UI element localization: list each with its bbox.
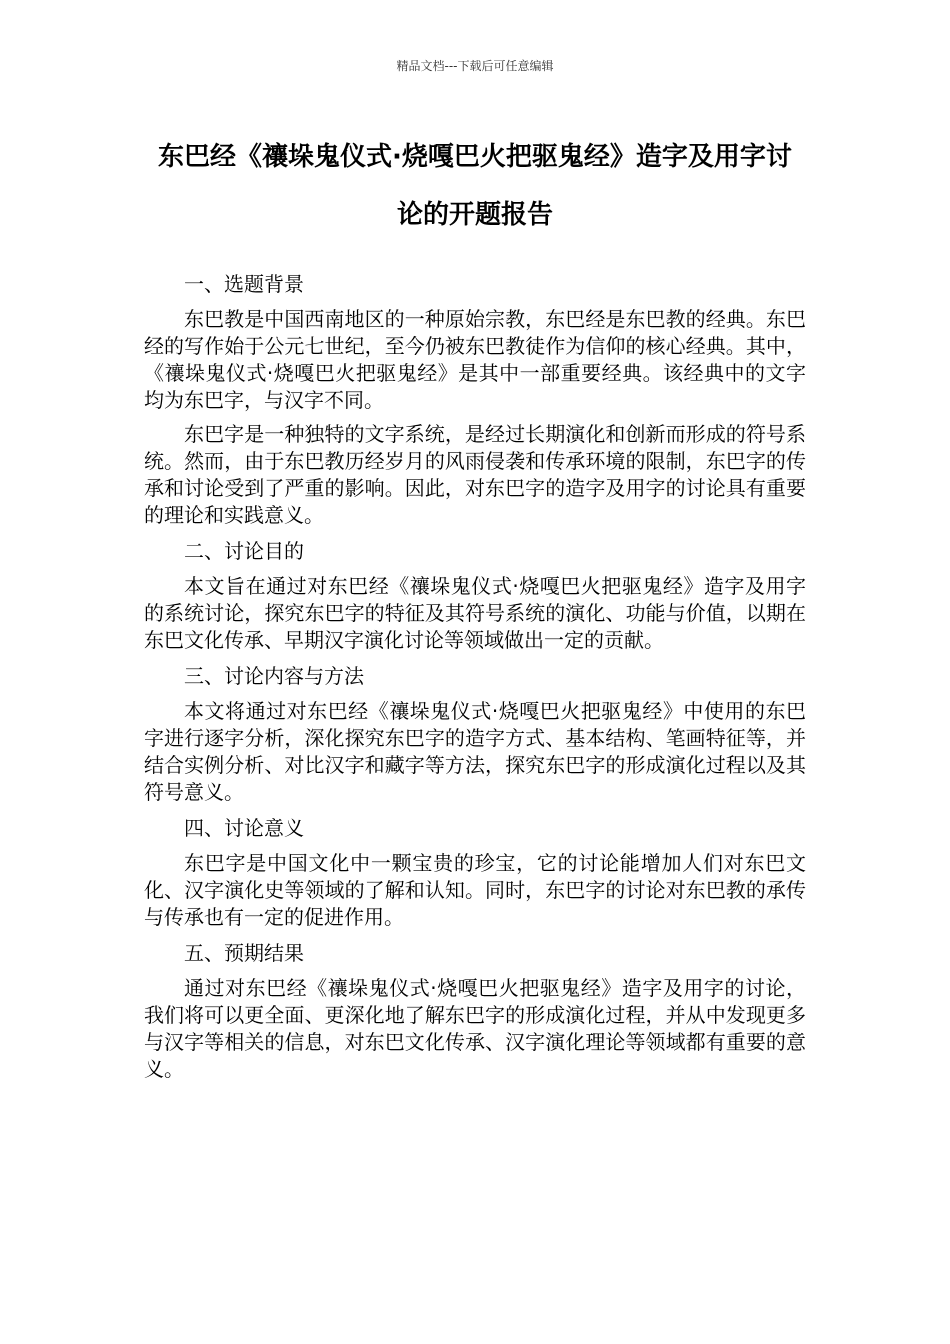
document-body — [144, 269, 806, 1090]
section-heading: 一、选题背景 — [184, 272, 304, 296]
paragraph: 东巴字是中国文化中一颗宝贵的珍宝，它的讨论能增加人们对东巴文化、汉字演化史等领域的了解和认知。同时，东巴字的讨论对东巴教的承传与传承也有一定的促进作用。 — [144, 851, 806, 929]
section-expected-results — [144, 938, 806, 1083]
section-heading: 二、讨论目的 — [184, 539, 304, 563]
section-purpose — [144, 536, 806, 654]
document-title: 东巴经《禳垛鬼仪式·烧嘎巴火把驱鬼经》造字及用字讨论的开题报告 — [158, 142, 792, 230]
header-note: 精品文档---下载后可任意编辑 — [396, 59, 554, 73]
section-heading: 三、讨论内容与方法 — [184, 664, 364, 688]
section-content-methods — [144, 661, 806, 806]
paragraph: 东巴教是中国西南地区的一种原始宗教，东巴经是东巴教的经典。东巴经的写作始于公元七世纪，至今仍被东巴教徒作为信仰的核心经典。其中，《禳垛鬼仪式·烧嘎巴火把驱鬼经》是其中一部重要经典。该经典中的文字均为东巴字，与汉字不同。 — [144, 307, 806, 412]
paragraph: 东巴字是一种独特的文字系统，是经过长期演化和创新而形成的符号系统。然而，由于东巴教历经岁月的风雨侵袭和传承环境的限制，东巴字的传承和讨论受到了严重的影响。因此，对东巴字的造字及用字的讨论具有重要的理论和实践意义。 — [144, 422, 806, 527]
section-significance — [144, 813, 806, 931]
paragraph: 通过对东巴经《禳垛鬼仪式·烧嘎巴火把驱鬼经》造字及用字的讨论，我们将可以更全面、更深化地了解东巴字的形成演化过程，并从中发现更多与汉字等相关的信息，对东巴文化传承、汉字演化理论等领域都有重要的意义。 — [144, 976, 806, 1081]
section-heading: 四、讨论意义 — [184, 816, 304, 840]
paragraph: 本文旨在通过对东巴经《禳垛鬼仪式·烧嘎巴火把驱鬼经》造字及用字的系统讨论，探究东巴字的特征及其符号系统的演化、功能与价值，以期在东巴文化传承、早期汉字演化讨论等领域做出一定的贡献。 — [144, 574, 806, 652]
paragraph: 本文将通过对东巴经《禳垛鬼仪式·烧嘎巴火把驱鬼经》中使用的东巴字进行逐字分析，深化探究东巴字的造字方式、基本结构、笔画特征等，并结合实例分析、对比汉字和藏字等方法，探究东巴字的形成演化过程以及其符号意义。 — [144, 699, 806, 804]
section-background — [144, 269, 806, 529]
section-heading: 五、预期结果 — [184, 941, 304, 965]
